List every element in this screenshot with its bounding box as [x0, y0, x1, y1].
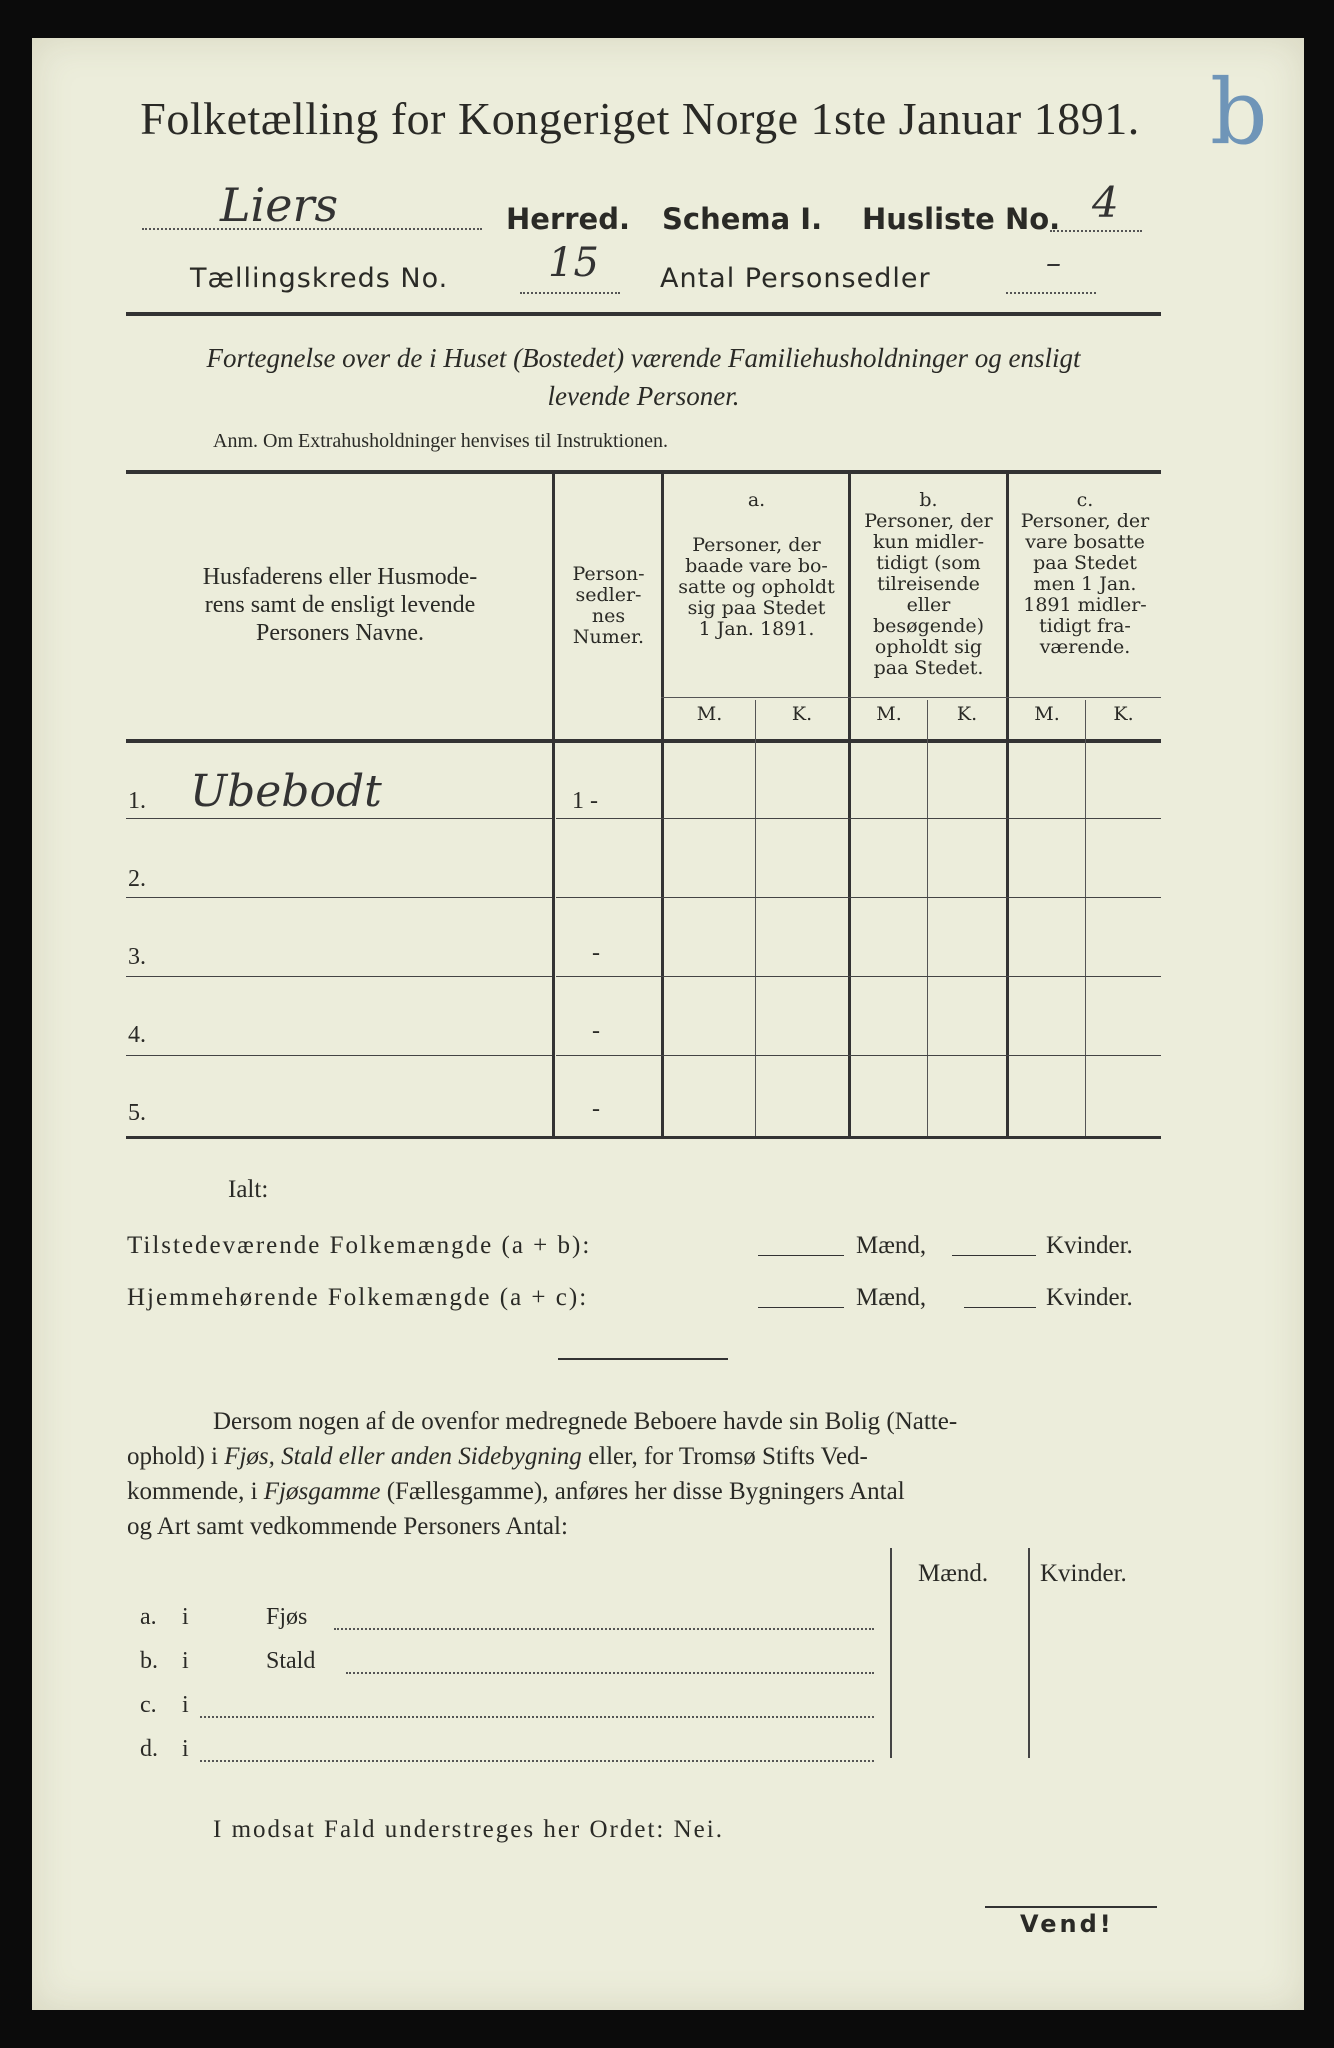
kreds-label: Tællingskreds No. [190, 263, 449, 294]
husliste-handwritten: 4 [1092, 178, 1119, 227]
row-3-line-cells [556, 976, 1161, 977]
col-b-line: Personer, der [864, 510, 993, 532]
col-divider-a-mk [755, 700, 756, 1136]
row-4-line-cells [556, 1055, 1161, 1056]
col-c-line: men 1 Jan. [1033, 573, 1137, 595]
col-b-line: eller [906, 594, 951, 616]
col-b-line: tilreisende [877, 573, 980, 595]
tilstede-kvinder-blank [952, 1255, 1036, 1256]
vend-rule [985, 1906, 1157, 1908]
para-line-2: ophold) i Fjøs, Stald eller anden Sidebygning eller, for Tromsø Stifts Ved- [127, 1443, 868, 1470]
intro-line-1: Fortegnelse over de i Huset (Bostedet) værende Familiehusholdninger og ensligt [206, 343, 1081, 373]
col-header-name-line: Husfaderens eller Husmode- [202, 564, 478, 590]
para-line-1: Dersom nogen af de ovenfor medregnede Beboere havde sin Bolig (Natte- [213, 1408, 958, 1435]
row-3-number: 3. [128, 944, 146, 970]
row-4-number: 4. [128, 1022, 146, 1048]
col-a-m: M. [696, 703, 723, 725]
col-divider-name [552, 474, 555, 1136]
col-header-num [556, 564, 661, 648]
row-c-i: i [182, 1692, 189, 1718]
antal-handwritten: – [1046, 246, 1061, 281]
row-d-i: i [182, 1736, 189, 1762]
para-line-3: kommende, i Fjøsgamme (Fællesgamme), anføres her disse Bygningers Antal [127, 1478, 905, 1505]
schema-label: Schema I. [662, 202, 823, 236]
col-c-line: 1891 midler- [1023, 594, 1147, 616]
blue-pencil-mark: b [1210, 60, 1268, 165]
fjos-i: i [182, 1604, 189, 1630]
col-header-num-line: Person- [572, 563, 645, 585]
section-divider [558, 1358, 728, 1360]
buildings-divider-1 [890, 1548, 892, 1758]
col-a-k: K. [791, 703, 813, 725]
row-1-line-name [126, 818, 552, 819]
col-b-line: opholdt sig [874, 636, 983, 658]
row-4-line-name [126, 1055, 552, 1056]
buildings-kvinder-header: Kvinder. [1040, 1560, 1127, 1587]
tilstede-kvinder: Kvinder. [1046, 1232, 1133, 1259]
col-b-line: kun midler- [872, 531, 985, 553]
row-2-line-name [126, 897, 552, 898]
ialt-label: Ialt: [228, 1176, 269, 1203]
col-c-letter: c. [1076, 489, 1094, 511]
row-1-number: 1. [128, 788, 146, 814]
fjos-dots [334, 1618, 874, 1630]
stald-dots [346, 1662, 874, 1674]
hjemme-kvinder-blank [964, 1307, 1036, 1308]
row-d-dots [200, 1750, 874, 1762]
col-header-name-line: Personers Navne. [256, 620, 424, 646]
row-3-line-name [126, 976, 552, 977]
form-title: Folketælling for Kongeriget Norge 1ste Januar 1891. [140, 93, 1140, 144]
vend-label: Vend! [1020, 1910, 1114, 1938]
antal-label: Antal Personsedler [660, 263, 931, 294]
col-c-line: vare bosatte [1025, 531, 1145, 553]
col-header-name [130, 563, 550, 647]
row-1-line-cells [556, 818, 1161, 819]
col-header-name-line: rens samt de ensligt levende [204, 592, 476, 618]
hjemme-maend-blank [758, 1307, 844, 1308]
buildings-maend-header: Mænd. [918, 1560, 989, 1587]
col-c-line: Personer, der [1020, 510, 1150, 532]
anm-note: Anm. Om Extrahusholdninger henvises til Instruktionen. [213, 430, 668, 452]
hjemme-kvinder: Kvinder. [1046, 1284, 1133, 1311]
hjemme-maend: Mænd, [856, 1284, 927, 1311]
col-a-line: sig paa Stedet [687, 597, 826, 619]
col-header-num-line: sedler- [575, 584, 642, 606]
col-header-num-line: nes [591, 605, 626, 627]
stald-letter: b. [140, 1648, 158, 1674]
herred-handwritten: Liers [220, 178, 339, 232]
row-4-pnum: - [592, 1018, 600, 1044]
fjos-label: Fjøs [266, 1604, 308, 1630]
col-header-c [1009, 490, 1161, 658]
tilstede-maend: Mænd, [856, 1232, 927, 1259]
col-c-m: M. [1034, 703, 1060, 725]
col-divider-b-mk [927, 700, 928, 1136]
tilstede-label: Tilstedeværende Folkemængde (a + b): [127, 1232, 592, 1259]
col-b-line: paa Stedet. [873, 657, 984, 679]
sidebygning-paragraph [127, 1404, 1162, 1544]
row-c-letter: c. [140, 1692, 157, 1718]
row-d-letter: d. [140, 1736, 158, 1762]
mk-subheader-rule [661, 697, 1161, 698]
row-5-pnum: - [592, 1096, 600, 1122]
col-header-a [665, 490, 848, 640]
kreds-handwritten: 15 [548, 240, 599, 286]
col-b-k: K. [956, 703, 978, 725]
col-divider-num [661, 474, 664, 1136]
intro-line-2: levende Personer. [547, 381, 740, 411]
col-header-num-line: Numer. [572, 626, 645, 648]
col-a-line: 1 Jan. 1891. [698, 618, 815, 640]
header-rule [126, 312, 1161, 316]
col-a-line: satte og opholdt [678, 576, 835, 598]
hjemme-label: Hjemmehørende Folkemængde (a + c): [127, 1284, 589, 1311]
husliste-label: Husliste No. [862, 202, 1061, 236]
col-b-line: tidigt (som [876, 552, 981, 574]
col-a-line: Personer, der [692, 534, 821, 556]
row-3-pnum: - [592, 940, 600, 966]
nei-instruction: I modsat Fald understreges her Ordet: Nei. [213, 1816, 724, 1843]
col-c-k: K. [1113, 703, 1134, 725]
col-b-letter: b. [919, 489, 938, 511]
para-line-4: og Art samt vedkommende Personers Antal: [127, 1513, 568, 1540]
row-5-number: 5. [128, 1100, 146, 1126]
buildings-divider-2 [1028, 1548, 1030, 1758]
col-divider-c-mk [1085, 700, 1086, 1136]
row-2-number: 2. [128, 866, 146, 892]
stald-label: Stald [266, 1648, 316, 1674]
row-2-line-cells [556, 897, 1161, 898]
col-c-line: paa Stedet [1033, 552, 1137, 574]
col-b-m: M. [876, 703, 902, 725]
fjos-letter: a. [140, 1604, 157, 1630]
row-1-pnum: 1 - [572, 788, 598, 814]
tilstede-maend-blank [758, 1255, 844, 1256]
col-a-line: baade vare bo- [685, 555, 828, 577]
herred-label: Herred. [506, 202, 630, 236]
col-a-letter: a. [747, 489, 766, 511]
row-1-name: Ubebodt [190, 766, 382, 817]
col-header-b [851, 490, 1006, 679]
col-c-line: tidigt fra- [1039, 615, 1131, 637]
table-bottom-rule [126, 1136, 1161, 1139]
col-c-line: værende. [1039, 636, 1131, 658]
row-c-dots [200, 1706, 874, 1718]
stald-i: i [182, 1648, 189, 1674]
col-b-line: besøgende) [872, 615, 985, 637]
